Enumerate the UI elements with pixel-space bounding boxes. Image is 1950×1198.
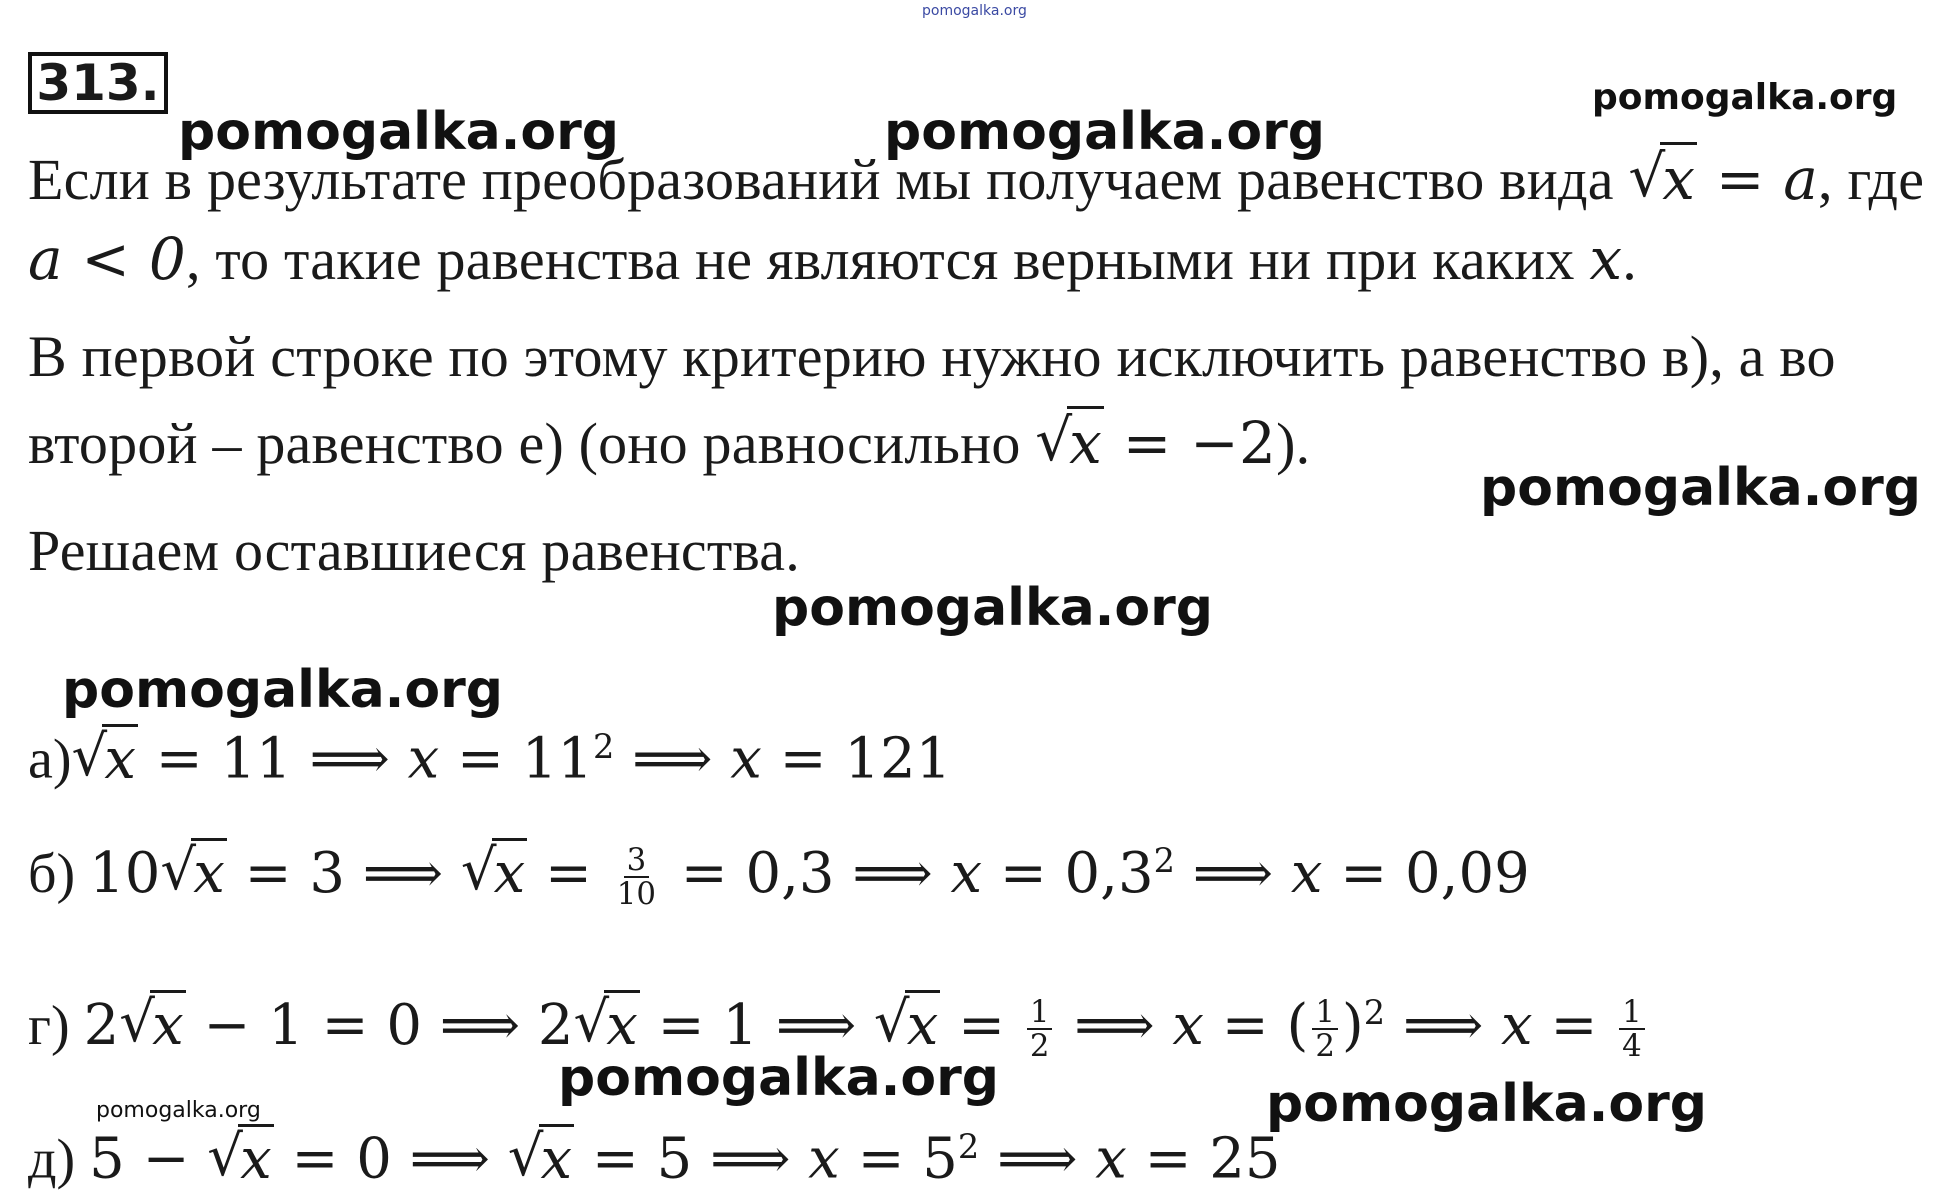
solution-g-label: г)	[28, 994, 84, 1057]
sqrt-x: √ x	[71, 723, 136, 792]
paragraph1-line1	[28, 142, 1925, 213]
sqrt-x: √ x	[573, 990, 638, 1058]
solution-d: д) 5 − √ x = 0 ⟹ √ x = 5 ⟹ $x = 5^2$ ⟹ x = 25	[28, 1123, 1281, 1192]
fraction: $\frac{3}{10}$	[616, 842, 656, 913]
sqrt-x: √ x	[207, 1123, 272, 1192]
watermark-right-middle: pomogalka.org	[1480, 458, 1922, 518]
sqrt-x: √ x	[507, 1123, 573, 1192]
fraction: $\frac{1}{2}$	[1027, 996, 1053, 1063]
watermark-bottom-right: pomogalka.org	[1266, 1074, 1708, 1134]
fraction: $\frac{1}{4}$	[1619, 996, 1645, 1063]
watermark-left: pomogalka.org	[62, 660, 504, 720]
paragraph1-line1-text: Если в результате преобразований мы получаем равенство вида	[28, 147, 1629, 212]
solution-g: г) 2 √ x − 1 = 0 ⟹ 2 √ x = 1 ⟹ √ x = $\frac{1}{2}$ ⟹ x = ( $\frac{1}{2}$ )$^2$ ⟹ x = $\frac{1}{4}$	[28, 996, 1649, 1063]
header-site-label: pomogalka.org	[922, 3, 1027, 19]
watermark-top-right: pomogalka.org	[1592, 77, 1898, 118]
sqrt-x: √ x	[160, 838, 225, 906]
solution-b-label: б)	[28, 842, 90, 905]
watermark-center: pomogalka.org	[772, 578, 1214, 638]
paragraph2-line2-end: ).	[1276, 411, 1311, 476]
solution-a-label: а)	[28, 728, 72, 791]
paragraph1-line1-tail: , где	[1818, 147, 1925, 212]
paragraph1-line2-end: .	[1622, 227, 1637, 292]
paragraph2-line1: В первой строке по этому критерию нужно исключить равенство в), а во	[28, 324, 1836, 389]
problem-number-box	[28, 52, 168, 114]
watermark-top-left: pomogalka.org	[178, 102, 620, 162]
sqrt-x: √ x	[1035, 406, 1103, 477]
paragraph1-line2-text: , то такие равенства не являются верными ни при каких	[185, 227, 1590, 292]
sqrt-x: √ x	[873, 990, 939, 1058]
paragraph1-line2-math: a < 0	[28, 225, 186, 293]
paragraph1-line1-math: = a	[1697, 145, 1819, 213]
fraction: $\frac{1}{2}$	[1312, 996, 1338, 1063]
solution-a: а) √ x = 11 ⟹ $x = 11^2$ ⟹ x = 121	[28, 723, 952, 792]
solution-d-label: д)	[28, 1128, 90, 1191]
sqrt-x: √ x	[460, 838, 526, 906]
watermark-top-center: pomogalka.org	[884, 102, 1326, 162]
paragraph3: Решаем оставшиеся равенства.	[28, 518, 800, 583]
problem-number: 313.	[36, 54, 160, 112]
sqrt-x: √ x	[1628, 142, 1696, 213]
paragraph1-line2-var: x	[1589, 225, 1623, 293]
paragraph2-line2-math: = −2	[1104, 409, 1277, 477]
paragraph1-line2	[28, 225, 1637, 293]
solution-b: б) 10 √ x = 3 ⟹ √ x = $\frac{3}{10}$ = 0,3 ⟹ $x = 0,3^2$ ⟹ x = 0,09	[28, 838, 1530, 913]
sqrt-x: √ x	[119, 990, 184, 1058]
paragraph2-line2-text: второй – равенство е) (оно равносильно	[28, 411, 1036, 476]
watermark-bottom-center: pomogalka.org	[558, 1048, 1000, 1108]
watermark-bottom-small: pomogalka.org	[96, 1098, 261, 1123]
paragraph2-line2	[28, 406, 1311, 477]
